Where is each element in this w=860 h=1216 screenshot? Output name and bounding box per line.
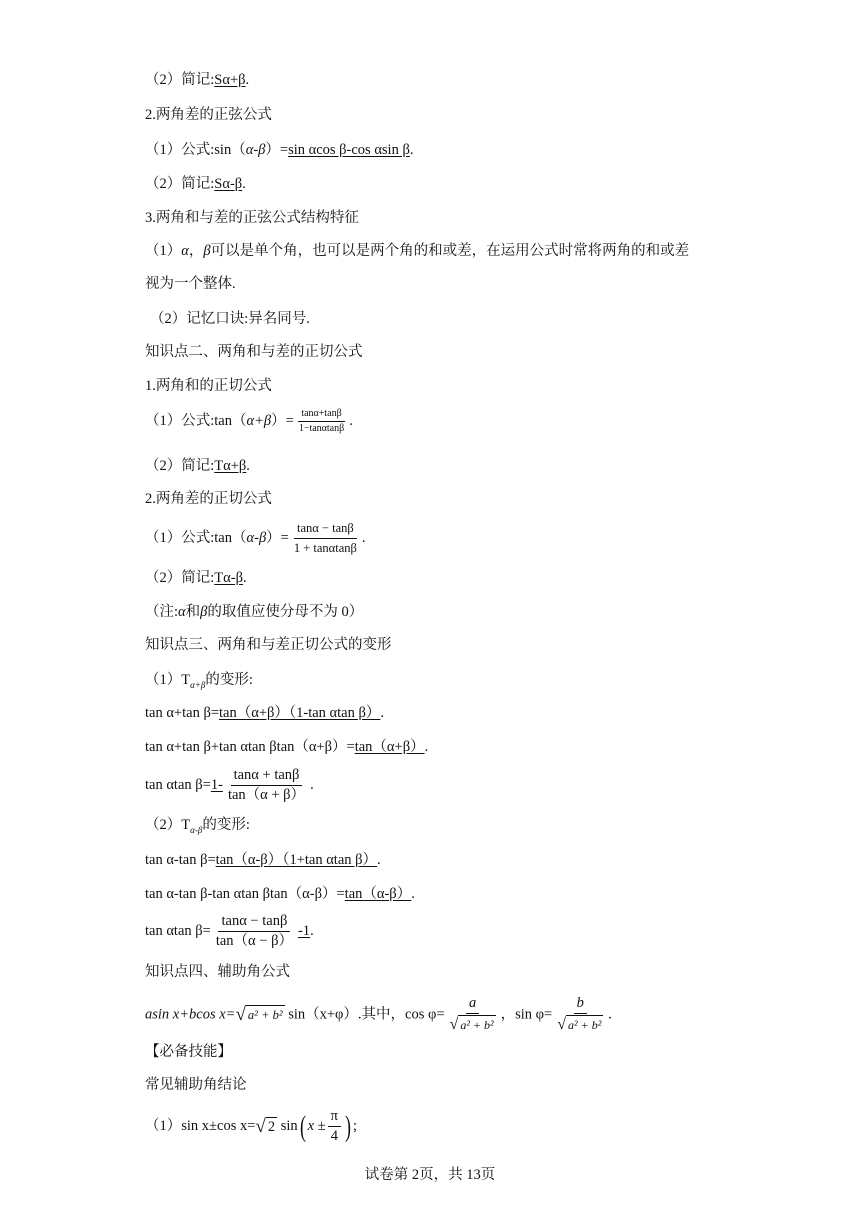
variable: β bbox=[200, 604, 208, 620]
answer: tan（α-β） bbox=[344, 886, 412, 902]
answer: 1- bbox=[210, 776, 223, 793]
sqrt bbox=[255, 1117, 277, 1137]
text: ，sin φ= bbox=[500, 1006, 553, 1023]
text: 可以是单个角，也可以是两个角的和或差，在运用公式时常将两角的和或差 bbox=[210, 243, 690, 259]
text: ）= bbox=[271, 412, 294, 429]
answer: sin αcos β-cos αsin β bbox=[288, 142, 410, 158]
radical-sign-icon: √ bbox=[557, 1016, 566, 1033]
line-short-sum-tangent bbox=[145, 456, 250, 476]
numerator: tanα+tanβ bbox=[298, 408, 344, 422]
heading-diff-sine: 2.两角差的正弦公式 bbox=[145, 107, 272, 123]
function: sin bbox=[280, 1117, 298, 1134]
numerator: tanα + tanβ bbox=[231, 767, 303, 786]
radical-sign-icon: √ bbox=[255, 1115, 266, 1137]
denominator: tan（α − β） bbox=[215, 933, 293, 949]
answer: tan（α+β）（1-tan αtan β） bbox=[219, 705, 381, 721]
answer: -1 bbox=[297, 922, 311, 939]
fraction bbox=[447, 995, 499, 1035]
numerator: a bbox=[466, 995, 479, 1014]
denominator bbox=[447, 1014, 499, 1035]
text: . bbox=[310, 922, 314, 939]
fraction bbox=[296, 408, 347, 435]
line-variant-diff-1 bbox=[145, 850, 381, 870]
line-auxiliary-angle bbox=[145, 995, 612, 1035]
right-paren: ) bbox=[344, 1109, 351, 1143]
text: asin x+bcos x= bbox=[145, 1006, 236, 1023]
text: tan α-tan β= bbox=[145, 852, 216, 868]
line-variant-diff-2 bbox=[145, 884, 415, 904]
text: （1）T bbox=[145, 672, 191, 688]
heading-structure: 3.两角和与差的正弦公式结构特征 bbox=[145, 210, 359, 226]
text: （2）T bbox=[145, 817, 191, 833]
text: ， bbox=[188, 243, 204, 259]
heading-section-3: 知识点三、两角和与差正切公式的变形 bbox=[145, 637, 392, 653]
text: ; bbox=[352, 1117, 358, 1134]
line-conclusion-1 bbox=[145, 1108, 357, 1145]
line-formula-diff-tangent bbox=[145, 520, 366, 557]
radicand: a² + b² bbox=[566, 1015, 603, 1034]
text: 的变形: bbox=[202, 817, 250, 833]
heading-diff-tangent: 2.两角差的正切公式 bbox=[145, 491, 272, 507]
text: （2）简记: bbox=[145, 72, 215, 88]
line-common-conclusions: 常见辅助角结论 bbox=[145, 1077, 247, 1093]
heading-section-2: 知识点二、两角和与差的正切公式 bbox=[145, 344, 363, 360]
fraction bbox=[328, 1108, 341, 1145]
answer: Sα-β bbox=[214, 176, 243, 192]
text: （2）简记: bbox=[145, 458, 215, 474]
text: （1）公式:tan（ bbox=[145, 529, 247, 546]
text: （1） bbox=[145, 243, 182, 259]
text: tan α+tan β= bbox=[145, 705, 220, 721]
sqrt bbox=[235, 1005, 284, 1025]
line-variant-diff-3 bbox=[145, 913, 314, 950]
text: . bbox=[377, 852, 381, 868]
text: ）= bbox=[265, 142, 289, 158]
radicand: a² + b² bbox=[458, 1015, 495, 1034]
fraction bbox=[225, 767, 308, 804]
answer: tan（α-β）（1+tan αtan β） bbox=[215, 852, 378, 868]
line-formula-diff-sine bbox=[145, 140, 413, 160]
line-short-sum-sine bbox=[145, 70, 249, 90]
heading-sum-tangent: 1.两角和的正切公式 bbox=[145, 378, 272, 394]
text: . bbox=[242, 570, 247, 586]
subscript: α-β bbox=[190, 824, 203, 835]
line-variant-sum-2 bbox=[145, 737, 428, 757]
text: （1）sin x±cos x= bbox=[145, 1117, 256, 1134]
text: . bbox=[246, 458, 250, 474]
numerator: π bbox=[328, 1108, 341, 1127]
text: tan αtan β= bbox=[145, 922, 211, 939]
text: . bbox=[424, 739, 429, 755]
numerator: tanα − tanβ bbox=[294, 520, 357, 539]
page-footer: 试卷第 2页，共 13页 bbox=[364, 1167, 496, 1183]
line-short-diff-sine bbox=[145, 174, 246, 194]
text: . bbox=[245, 72, 250, 88]
denominator: 1−tanαtanβ bbox=[298, 423, 345, 434]
heading-skills: 【必备技能】 bbox=[145, 1044, 232, 1060]
radicand: a² + b² bbox=[246, 1005, 285, 1024]
line-structure-1-cont: 视为一个整体. bbox=[145, 276, 236, 292]
text: 的变形: bbox=[205, 672, 253, 688]
text: . bbox=[608, 1006, 612, 1023]
text: tan α-tan β-tan αtan βtan（α-β）= bbox=[145, 886, 345, 902]
answer: Tα-β bbox=[214, 570, 243, 586]
answer: Tα+β bbox=[214, 458, 247, 474]
radical-sign-icon: √ bbox=[449, 1016, 459, 1033]
variable: α-β bbox=[246, 529, 267, 546]
line-note bbox=[145, 602, 363, 622]
text: sin（x+φ）.其中，cos φ= bbox=[284, 1006, 445, 1023]
denominator: 1 + tanαtanβ bbox=[293, 541, 357, 555]
line-formula-sum-tangent bbox=[145, 408, 353, 435]
text: ）= bbox=[266, 529, 289, 546]
text: （2）简记: bbox=[145, 570, 215, 586]
line-short-diff-tangent bbox=[145, 568, 247, 588]
text: （2）简记: bbox=[145, 176, 215, 192]
text: 的取值应使分母不为 0） bbox=[207, 604, 364, 620]
radical-sign-icon: √ bbox=[235, 1004, 246, 1025]
text: x ± bbox=[307, 1117, 326, 1134]
line-variant-sum-1 bbox=[145, 703, 384, 723]
text: . bbox=[409, 142, 414, 158]
variable: β bbox=[203, 243, 211, 259]
text: . bbox=[349, 412, 353, 429]
line-mnemonic: （2）记忆口诀:异名同号. bbox=[150, 311, 310, 327]
text: . bbox=[310, 776, 314, 793]
text: tan αtan β= bbox=[145, 776, 211, 793]
text: . bbox=[242, 176, 246, 192]
variable: α+β bbox=[246, 412, 272, 429]
fraction bbox=[291, 520, 360, 557]
answer: tan（α+β） bbox=[354, 739, 425, 755]
text: . bbox=[361, 529, 366, 546]
variable: α-β bbox=[245, 142, 266, 158]
denominator: 4 bbox=[330, 1128, 338, 1144]
heading-section-4: 知识点四、辅助角公式 bbox=[145, 964, 290, 980]
text: （1）公式:sin（ bbox=[145, 142, 246, 158]
text: . bbox=[380, 705, 384, 721]
line-structure-1 bbox=[145, 241, 689, 261]
left-paren: ( bbox=[299, 1109, 306, 1143]
variable: α bbox=[181, 243, 189, 259]
numerator: b bbox=[574, 995, 587, 1014]
text: tan α+tan β+tan αtan βtan（α+β）= bbox=[145, 739, 355, 755]
denominator: tan（α + β） bbox=[227, 787, 306, 803]
radicand: 2 bbox=[267, 1118, 276, 1135]
text: . bbox=[411, 886, 415, 902]
denominator bbox=[554, 1014, 606, 1035]
line-variant-sum-heading bbox=[145, 670, 253, 695]
answer: Sα+β bbox=[214, 72, 246, 88]
text: （1）公式:tan（ bbox=[145, 412, 247, 429]
variable: α bbox=[178, 604, 186, 620]
fraction bbox=[213, 913, 296, 950]
sqrt bbox=[557, 1015, 603, 1035]
fraction bbox=[554, 995, 606, 1035]
sqrt bbox=[450, 1015, 496, 1035]
numerator: tanα − tanβ bbox=[218, 913, 290, 932]
line-variant-diff-heading bbox=[145, 815, 250, 840]
text: （注: bbox=[145, 604, 179, 620]
text: 和 bbox=[185, 604, 201, 620]
line-variant-sum-3 bbox=[145, 767, 314, 804]
subscript: α+β bbox=[190, 679, 206, 690]
